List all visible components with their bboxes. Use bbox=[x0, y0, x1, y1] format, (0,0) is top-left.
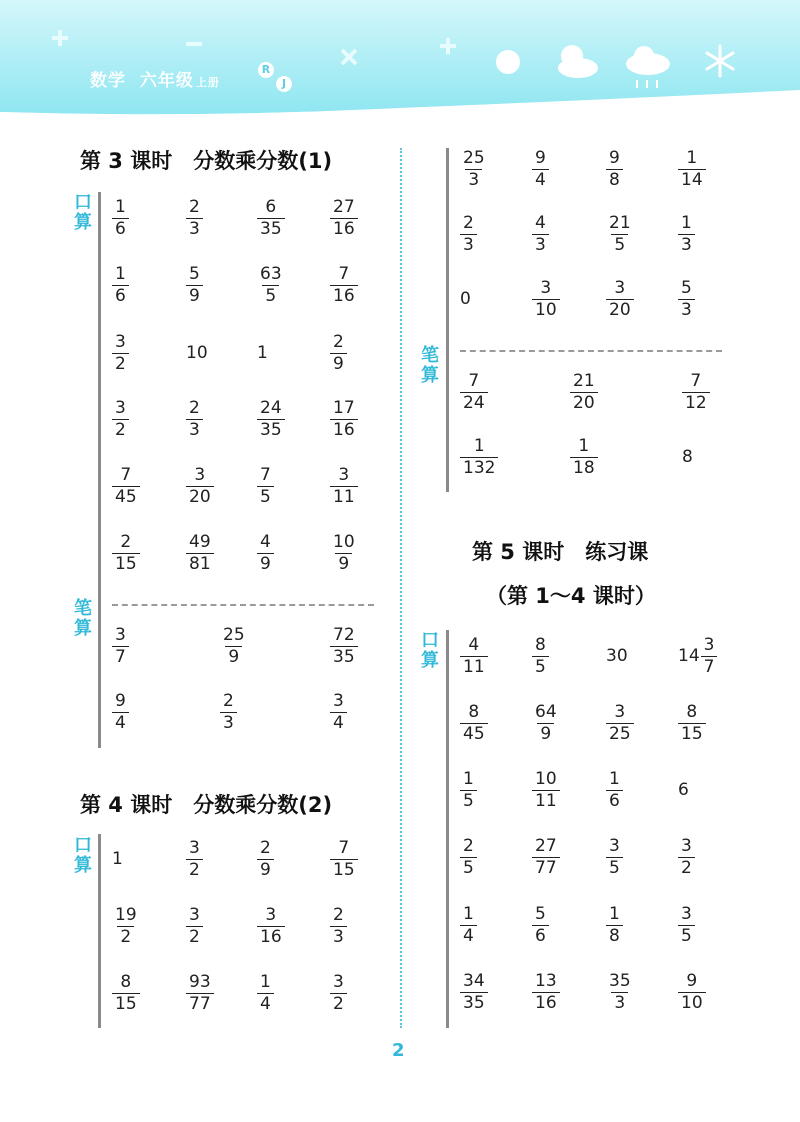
answer-cell: $\frac{3}{5}$ bbox=[606, 838, 623, 877]
answer-cell: $\frac{34}{35}$ bbox=[460, 973, 488, 1012]
sun-icon bbox=[496, 50, 520, 74]
answer-cell: $\frac{27}{16}$ bbox=[330, 199, 358, 238]
dashed-separator bbox=[112, 604, 374, 606]
answer-cell: $\frac{4}{3}$ bbox=[532, 215, 549, 254]
answer-cell: $\frac{5}{6}$ bbox=[532, 906, 549, 945]
section-subtitle-5: （第 1～4 课时） bbox=[486, 584, 656, 608]
answer-cell: $\frac{2}{3}$ bbox=[186, 199, 203, 238]
answer-cell: $\frac{25}{9}$ bbox=[223, 624, 245, 667]
answer-cell: $\frac{3}{20}$ bbox=[186, 467, 214, 506]
page-header bbox=[0, 0, 800, 120]
answer-cell: $\frac{2}{5}$ bbox=[460, 838, 477, 877]
answer-cell: $\frac{2}{3}$ bbox=[460, 215, 477, 254]
answer-cell: $\frac{5}{9}$ bbox=[186, 266, 203, 305]
answer-cell: 0 bbox=[460, 288, 471, 309]
answer-cell: 1 bbox=[112, 848, 123, 869]
section-4-bar-left bbox=[98, 834, 101, 1028]
section-title-4: 第 4 课时 分数乘分数(2) bbox=[80, 793, 333, 817]
answer-cell: $\frac{63}{5}$ bbox=[260, 263, 282, 306]
answer-cell: $\frac{3}{10}$ bbox=[532, 280, 560, 319]
answer-cell: $\frac{4}{9}$ bbox=[257, 534, 274, 573]
answer-cell: $\frac{9}{4}$ bbox=[532, 150, 549, 189]
answer-cell: $\frac{7}{12}$ bbox=[682, 373, 710, 412]
answer-cell: $\frac{13}{16}$ bbox=[532, 973, 560, 1012]
answer-cell: $\frac{2}{9}$ bbox=[257, 840, 274, 879]
edition-badge-j: J bbox=[276, 76, 292, 92]
answer-cell: $\frac{64}{9}$ bbox=[535, 701, 557, 744]
answer-cell: $\frac{3}{25}$ bbox=[606, 704, 634, 743]
answer-cell: $\frac{72}{35}$ bbox=[330, 627, 358, 666]
answer-cell: $\frac{8}{5}$ bbox=[532, 637, 549, 676]
answer-cell: $\frac{3}{7}$ bbox=[112, 627, 129, 666]
answer-cell: $\frac{93}{77}$ bbox=[186, 974, 214, 1013]
answer-cell: 6 bbox=[678, 779, 689, 800]
answer-cell: $\frac{4}{11}$ bbox=[460, 637, 488, 676]
answer-cell: $\frac{2}{15}$ bbox=[112, 534, 140, 573]
answer-cell: $\frac{3}{16}$ bbox=[257, 907, 285, 946]
answer-cell: $\frac{27}{77}$ bbox=[532, 838, 560, 877]
answer-cell: 14 $\frac{3}{7}$ bbox=[678, 637, 717, 676]
answer-cell: $\frac{6}{35}$ bbox=[257, 199, 285, 238]
answer-cell: $\frac{35}{3}$ bbox=[609, 970, 631, 1013]
section-title-5: 第 5 课时 练习课 bbox=[472, 540, 649, 564]
answer-cell: $\frac{3}{20}$ bbox=[606, 280, 634, 319]
answer-cell: $\frac{10}{9}$ bbox=[333, 531, 355, 574]
answer-cell: $\frac{7}{15}$ bbox=[330, 840, 358, 879]
column-divider bbox=[400, 148, 402, 1028]
kousuan-label: 口 算 bbox=[421, 630, 439, 671]
answer-cell: $\frac{49}{81}$ bbox=[186, 534, 214, 573]
answer-cell: $\frac{3}{2}$ bbox=[112, 334, 129, 373]
answer-cell: $\frac{9}{4}$ bbox=[112, 693, 129, 732]
answer-cell: $\frac{2}{9}$ bbox=[330, 334, 347, 373]
answer-cell: $\frac{2}{3}$ bbox=[220, 693, 237, 732]
answer-cell: $\frac{3}{5}$ bbox=[678, 906, 695, 945]
answer-cell: $\frac{17}{16}$ bbox=[330, 400, 358, 439]
answer-cell: $\frac{1}{6}$ bbox=[112, 199, 129, 238]
answer-cell: $\frac{2}{3}$ bbox=[330, 907, 347, 946]
answer-cell: $\frac{7}{24}$ bbox=[460, 373, 488, 412]
answer-cell: $\frac{5}{3}$ bbox=[678, 280, 695, 319]
answer-cell: $\frac{3}{2}$ bbox=[112, 400, 129, 439]
answer-cell: $\frac{21}{5}$ bbox=[609, 212, 631, 255]
book-title: 数学 六年级 上册 bbox=[90, 71, 220, 91]
answer-cell: $\frac{9}{10}$ bbox=[678, 973, 706, 1012]
answer-cell: $\frac{7}{5}$ bbox=[257, 467, 274, 506]
answer-cell: $\frac{3}{2}$ bbox=[186, 840, 203, 879]
answer-cell: $\frac{1}{5}$ bbox=[460, 771, 477, 810]
header-banner bbox=[0, 0, 800, 120]
edition-badge-r: R bbox=[258, 62, 274, 78]
answer-cell: 1 bbox=[257, 342, 268, 363]
answer-cell: $\frac{1}{4}$ bbox=[460, 906, 477, 945]
answer-cell: $\frac{8}{15}$ bbox=[112, 974, 140, 1013]
answer-cell: $\frac{8}{45}$ bbox=[460, 704, 488, 743]
answer-cell: $\frac{7}{16}$ bbox=[330, 266, 358, 305]
answer-cell: $\frac{3}{11}$ bbox=[330, 467, 358, 506]
bisuan-label: 笔 算 bbox=[74, 598, 92, 639]
section-3-bar bbox=[98, 192, 101, 748]
answer-cell: 8 bbox=[682, 446, 693, 467]
answer-cell: $\frac{19}{2}$ bbox=[115, 904, 137, 947]
answer-cell: $\frac{21}{20}$ bbox=[570, 373, 598, 412]
answer-cell: $\frac{10}{11}$ bbox=[532, 771, 560, 810]
answer-cell: 10 bbox=[186, 342, 208, 363]
kousuan-label: 口 算 bbox=[74, 192, 92, 233]
section-4-bar-right bbox=[446, 148, 449, 492]
section-title-3: 第 3 课时 分数乘分数(1) bbox=[80, 149, 333, 173]
answer-cell: $\frac{24}{35}$ bbox=[257, 400, 285, 439]
answer-cell: $\frac{3}{4}$ bbox=[330, 693, 347, 732]
answer-cell: 30 bbox=[606, 645, 628, 666]
answer-cell: $\frac{1}{14}$ bbox=[678, 150, 706, 189]
kousuan-label: 口 算 bbox=[74, 835, 92, 876]
answer-cell: $\frac{1}{8}$ bbox=[606, 906, 623, 945]
minus-icon bbox=[186, 42, 202, 46]
answer-cell: $\frac{1}{6}$ bbox=[606, 771, 623, 810]
answer-cell: $\frac{3}{2}$ bbox=[678, 838, 695, 877]
answer-cell: $\frac{8}{15}$ bbox=[678, 704, 706, 743]
page-number: 2 bbox=[392, 1040, 405, 1061]
section-5-bar bbox=[446, 630, 449, 1028]
answer-cell: $\frac{9}{8}$ bbox=[606, 150, 623, 189]
answer-cell: $\frac{7}{45}$ bbox=[112, 467, 140, 506]
bisuan-label: 笔 算 bbox=[421, 345, 439, 386]
answer-cell: $\frac{1}{3}$ bbox=[678, 215, 695, 254]
answer-cell: $\frac{3}{2}$ bbox=[330, 974, 347, 1013]
answer-cell: $\frac{3}{2}$ bbox=[186, 907, 203, 946]
answer-cell: $\frac{1}{4}$ bbox=[257, 974, 274, 1013]
answer-cell: $\frac{1}{132}$ bbox=[460, 438, 498, 477]
answer-cell: $\frac{1}{6}$ bbox=[112, 266, 129, 305]
answer-cell: $\frac{25}{3}$ bbox=[463, 147, 485, 190]
answer-cell: $\frac{1}{18}$ bbox=[570, 438, 598, 477]
answer-cell: $\frac{2}{3}$ bbox=[186, 400, 203, 439]
dashed-separator bbox=[460, 350, 722, 352]
